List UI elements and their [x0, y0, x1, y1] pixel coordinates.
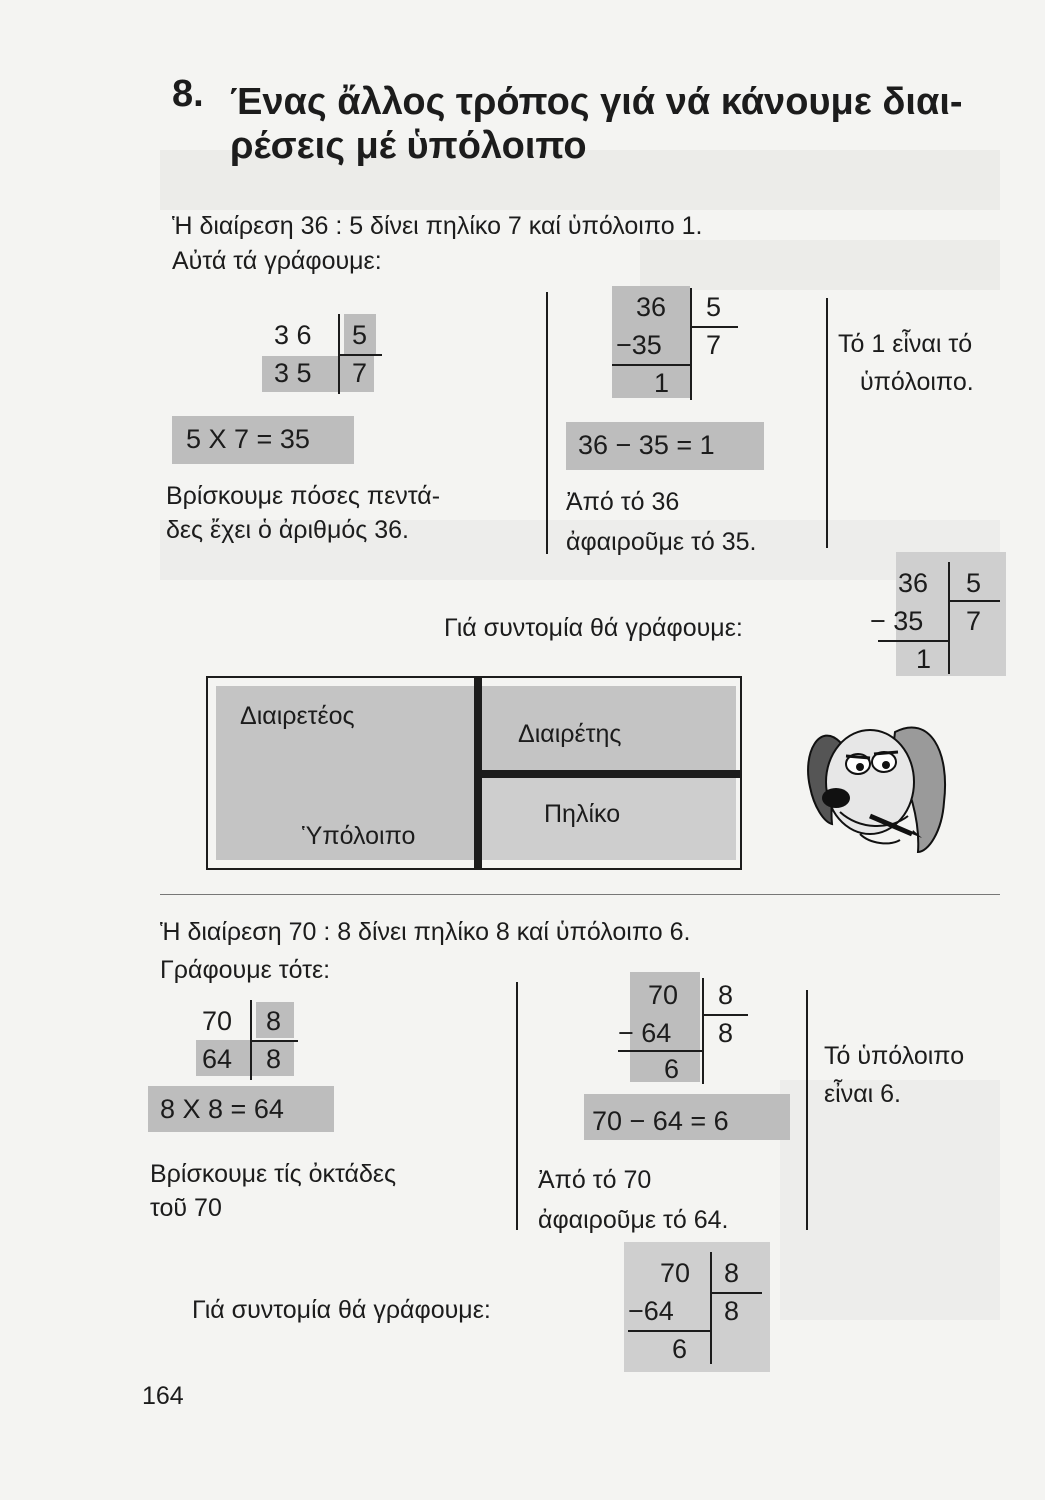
- column-separator: [546, 292, 548, 554]
- example2-intro-line1: Ἡ διαίρεση 70 : 8 δίνει πηλίκο 8 καί ὑπόλοιπο 6.: [160, 918, 691, 946]
- quotient-line: [948, 600, 1000, 602]
- quotient: 7: [966, 606, 982, 636]
- equation: 36 − 35 = 1: [578, 430, 715, 460]
- column-separator: [516, 982, 518, 1230]
- term-dividend: Διαιρετέος: [240, 702, 355, 730]
- divisor: 8: [724, 1258, 740, 1288]
- subtraction-line: [878, 640, 948, 642]
- example1-intro-line1: Ἡ διαίρεση 36 : 5 δίνει πηλίκο 7 καί ὑπόλοιπο 1.: [172, 212, 703, 240]
- quotient-line: [250, 1040, 298, 1042]
- divisor: 5: [706, 292, 722, 322]
- division-bar: [948, 562, 950, 674]
- product: 64: [202, 1044, 233, 1074]
- remainder: 1: [654, 368, 670, 398]
- subtrahend: −35: [616, 330, 662, 360]
- division-bar: [702, 978, 704, 1084]
- divisor: 5: [966, 568, 982, 598]
- product: 3 5: [274, 358, 312, 388]
- example1-note-line1: Τό 1 εἶναι τό: [838, 330, 973, 358]
- division-bar: [690, 288, 692, 400]
- caption-line2: δες ἔχει ὁ ἀριθμός 36.: [166, 516, 410, 544]
- section-title-line1: Ένας ἄλλος τρόπος γιά νά κάνουμε διαι-: [230, 81, 963, 123]
- quotient-line: [690, 326, 738, 328]
- equation: 5 X 7 = 35: [186, 424, 310, 454]
- equation: 8 X 8 = 64: [160, 1094, 284, 1124]
- dividend: 3 6: [274, 320, 312, 350]
- example2-note-line2: εἶναι 6.: [824, 1080, 902, 1108]
- section-title-line2: ρέσεις μέ ὑπόλοιπο: [230, 125, 587, 167]
- term-divisor: Διαιρέτης: [518, 720, 622, 748]
- dividend: 36: [636, 292, 667, 322]
- dividend: 70: [202, 1006, 233, 1036]
- subtrahend: − 64: [618, 1018, 672, 1048]
- bleed-through-shade: [640, 240, 1000, 290]
- dividend: 70: [660, 1258, 691, 1288]
- subtraction-line: [612, 364, 690, 366]
- subtrahend: −64: [628, 1296, 674, 1326]
- divisor: 8: [266, 1006, 282, 1036]
- remainder: 1: [916, 644, 932, 674]
- example2-intro-line2: Γράφουμε τότε:: [160, 956, 331, 984]
- quotient: 8: [724, 1296, 740, 1326]
- term-quotient: Πηλίκο: [544, 800, 621, 828]
- section-divider: [160, 894, 1000, 895]
- section-number: 8.: [172, 73, 204, 115]
- quotient: 8: [266, 1044, 282, 1074]
- subtrahend: − 35: [870, 606, 924, 636]
- caption-line2: ἀφαιροῦμε τό 35.: [566, 528, 757, 556]
- equation: 70 − 64 = 6: [592, 1106, 729, 1136]
- divisor: 8: [718, 980, 734, 1010]
- subtraction-line: [628, 1330, 710, 1332]
- quotient: 7: [352, 358, 368, 388]
- example1-short-label: Γιά συντομία θά γράφουμε:: [444, 614, 743, 642]
- example1-intro-line2: Αὐτά τά γράφουμε:: [172, 247, 382, 275]
- dividend: 70: [648, 980, 679, 1010]
- example2-note-line1: Τό ὑπόλοιπο: [824, 1042, 965, 1070]
- dividend: 36: [898, 568, 929, 598]
- remainder: 6: [664, 1054, 680, 1084]
- diagram-horizontal-bar: [474, 770, 740, 778]
- quotient: 7: [706, 330, 722, 360]
- caption-line2: τοῦ 70: [150, 1194, 222, 1222]
- example1-note-line2: ὑπόλοιπο.: [860, 368, 974, 396]
- caption-line1: Ἀπό τό 36: [566, 488, 680, 516]
- example2-short-label: Γιά συντομία θά γράφουμε:: [192, 1296, 491, 1324]
- remainder: 6: [672, 1334, 688, 1364]
- page-number: 164: [142, 1382, 184, 1410]
- caption-line1: Βρίσκουμε τίς ὀκτάδες: [150, 1160, 397, 1188]
- quotient-line: [338, 354, 382, 356]
- quotient: 8: [718, 1018, 734, 1048]
- column-separator: [806, 990, 808, 1230]
- caption-line2: ἀφαιροῦμε τό 64.: [538, 1206, 729, 1234]
- term-remainder: Ὑπόλοιπο: [302, 822, 416, 850]
- dog-mascot-illustration: [800, 712, 950, 862]
- column-separator: [826, 298, 828, 548]
- quotient-line: [702, 1014, 748, 1016]
- caption-line1: Βρίσκουμε πόσες πεντά-: [166, 482, 441, 510]
- division-terms-diagram: [206, 676, 742, 870]
- subtraction-line: [618, 1050, 702, 1052]
- division-bar: [710, 1252, 712, 1364]
- caption-line1: Ἀπό τό 70: [538, 1166, 652, 1194]
- quotient-line: [710, 1292, 762, 1294]
- divisor: 5: [352, 320, 368, 350]
- bleed-through-shade: [780, 1080, 1000, 1320]
